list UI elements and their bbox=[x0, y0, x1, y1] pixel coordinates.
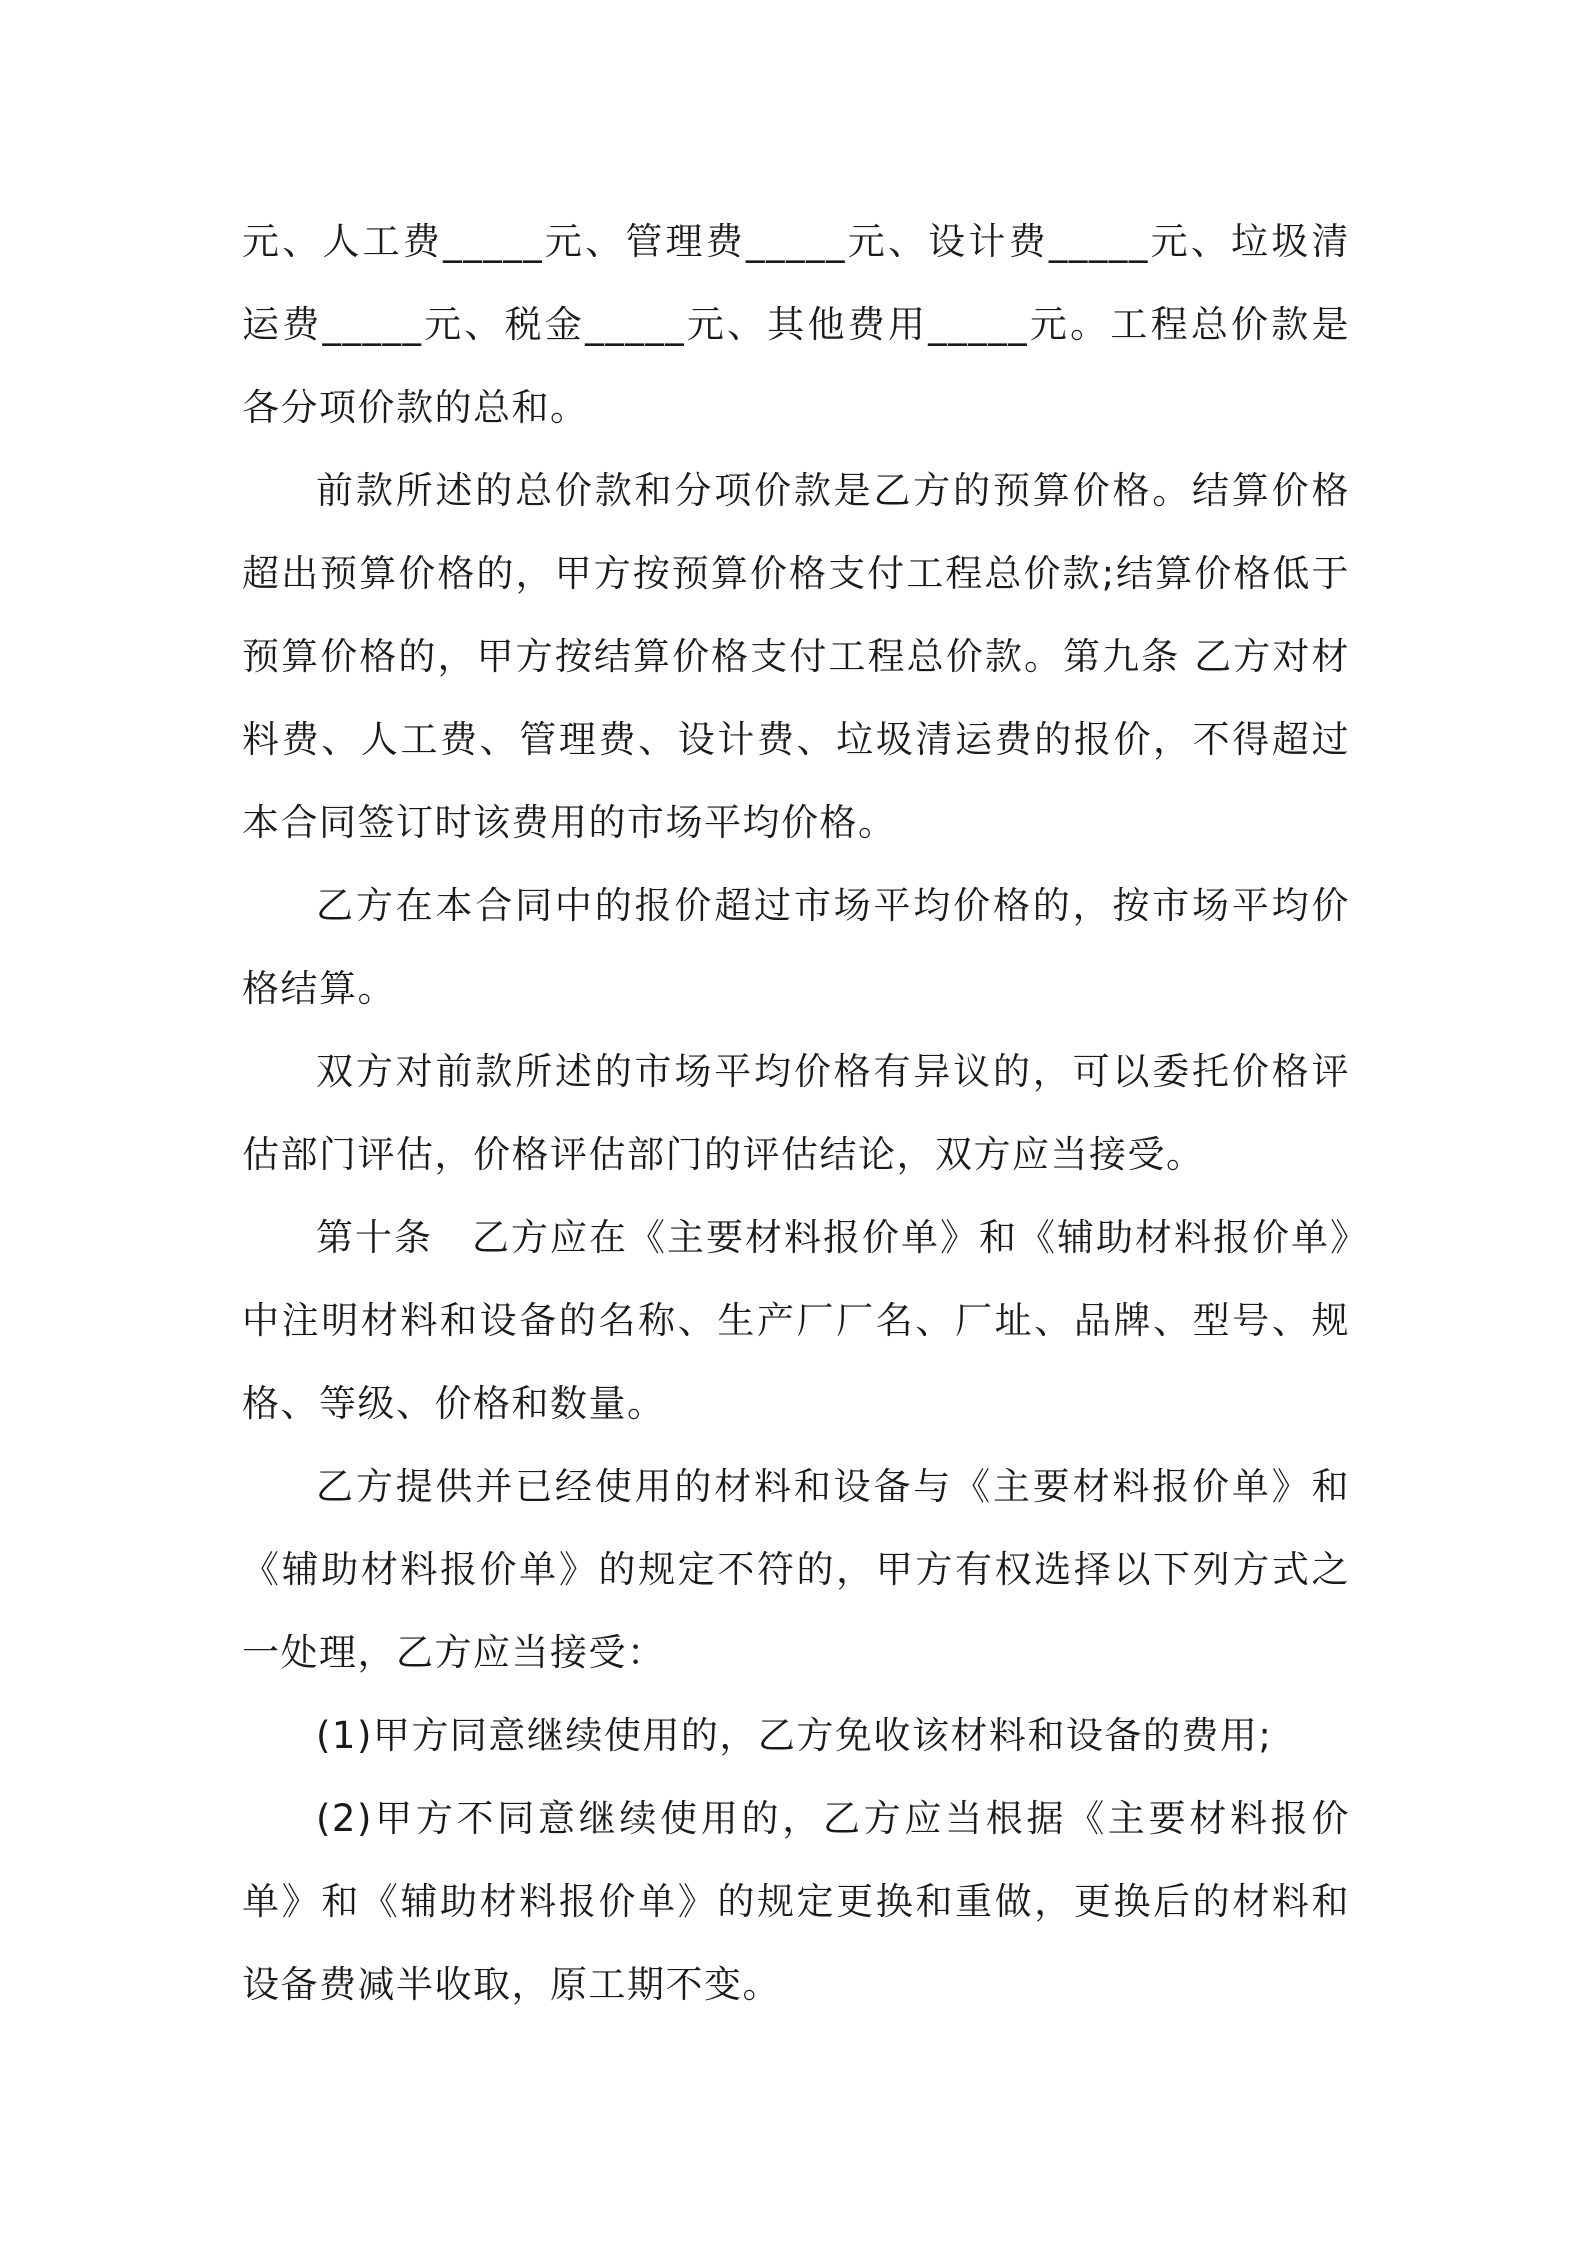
paragraph-price-dispute: 双方对前款所述的市场平均价格有异议的，可以委托价格评估部门评估，价格评估部门的评估结论，双方应当接受。 bbox=[242, 1050, 1350, 1176]
paragraph-market-average: 乙方在本合同中的报价超过市场平均价格的，按市场平均价格结算。 bbox=[242, 884, 1350, 1010]
paragraph-nonconforming-materials: 乙方提供并已经使用的材料和设备与《主要材料报价单》和《辅助材料报价单》的规定不符的，甲方有权选择以下列方式之一处理，乙方应当接受： bbox=[242, 1465, 1350, 1674]
paragraph-fee-breakdown: 元、人工费_____元、管理费_____元、设计费_____元、垃圾清运费_____元、税金_____元、其他费用_____元。工程总价款是各分项价款的总和。 bbox=[242, 220, 1350, 429]
paragraph-option-two: (2)甲方不同意继续使用的，乙方应当根据《主要材料报价单》和《辅助材料报价单》的规定更换和重做，更换后的材料和设备费减半收取，原工期不变。 bbox=[242, 1797, 1350, 2006]
paragraph-option-one: (1)甲方同意继续使用的，乙方免收该材料和设备的费用; bbox=[316, 1714, 1273, 1757]
paragraph-article-ten: 第十条 乙方应在《主要材料报价单》和《辅助材料报价单》中注明材料和设备的名称、生产厂厂名、厂址、品牌、型号、规格、等级、价格和数量。 bbox=[242, 1216, 1350, 1425]
paragraph-budget-price: 前款所述的总价款和分项价款是乙方的预算价格。结算价格超出预算价格的，甲方按预算价格支付工程总价款;结算价格低于预算价格的，甲方按结算价格支付工程总价款。第九条 乙方对材料费、人工费、管理费、设计费、垃圾清运费的报价，不得超过本合同签订时该费用的市场平均价格。 bbox=[242, 469, 1350, 844]
document-body bbox=[242, 200, 1350, 2026]
